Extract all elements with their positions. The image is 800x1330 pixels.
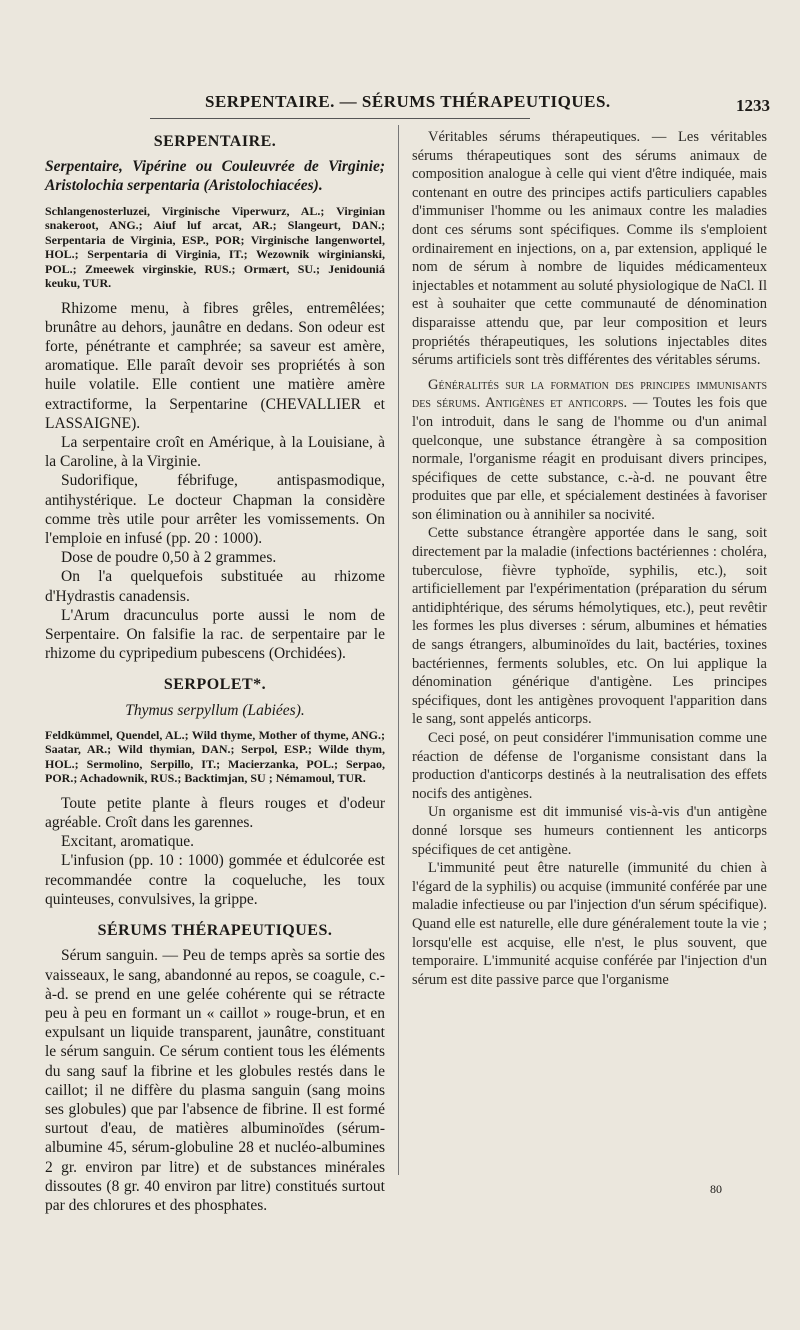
paragraph: L'infusion (pp. 10 : 1000) gommée et édulcorée est recommandée contre la coqueluche, les toux quinteuses, convulsives, la grippe.	[45, 852, 385, 908]
section-title-serums: SÉRUMS THÉRAPEUTIQUES.	[97, 922, 333, 940]
paragraph: Un organisme est dit immunisé vis-à-vis d'un antigène donné lorsque ses humeurs contiennent les anticorps spécifiques de cet antigène.	[412, 804, 767, 858]
serpolet-latin-name: Thymus serpyllum (Labiées).	[125, 701, 305, 719]
paragraph: L'immunité peut être naturelle (immunité du chien à l'égard de la syphilis) ou acquise (immunité conférée par une maladie infectieuse ou par l'injection d'un sérum spécifique). Quand elle est naturelle, elle dure généralement toute la vie ; lorsqu'elle est acquise, elle n'est, le plus souvent, que temporaire. L'immunité acquise conférée par l'injection d'un sérum est dite passive parce que l'organisme	[412, 860, 767, 988]
section-title-serpentaire: SERPENTAIRE.	[153, 133, 277, 150]
subheading: Généralités sur la formation des principes immunisants des sérums. Antigènes et anticorps.	[412, 376, 767, 412]
running-header: SERPENTAIRE. — SÉRUMS THÉRAPEUTIQUES.	[205, 92, 611, 111]
paragraph-text: — Toutes les fois que l'on introduit, dans le sang de l'homme ou d'un animal quelconque, une substance étrangère à sa composition normale, l'organisme réagit en produisant divers principes, spécifiques de cette substance, c.-à-d. ne pouvant être produites que par elle, et spécialement destinées à favoriser son élimination ou à annihiler sa nocivité.	[412, 395, 768, 523]
paragraph: Ceci posé, on peut considérer l'immunisation comme une réaction de défense de l'organisme consistant dans la production d'anticorps destinés à la neutralisation des effets nocifs des antigènes.	[412, 730, 767, 802]
paragraph: Excitant, aromatique.	[61, 833, 194, 851]
serpentaire-intro: Serpentaire, Vipérine ou Couleuvrée de Virginie; Aristolochia serpentaria (Aristolochiacées).	[45, 158, 385, 195]
serpentaire-synonyms: Schlangenosterluzei, Virginische Viperwurz, AL.; Virginian snakeroot, ANG.; Aiuf luf arcat, AR.; Slangeurt, DAN.; Serpentaria de Virginia, ESP., POR; Virginische langenwortel, HOL.; Serpentaria di Virginia, IT.; Wezownik wirginianski, POL.; Zmeewek virginskie, RUS.; Ormært, SU.; Jenidouniá keuku, TUR.	[45, 203, 385, 291]
left-column	[45, 128, 385, 1215]
header-rule	[150, 118, 530, 119]
paragraph: L'Arum dracunculus porte aussi le nom de Serpentaire. On falsifie la rac. de serpentaire par le rhizome du cypripedium pubescens (Orchidées).	[45, 606, 385, 663]
paragraph: Sérum sanguin. — Peu de temps après sa sortie des vaisseaux, le sang, abandonné au repos, se coagule, c.-à-d. se prend en une gelée cohérente qui se rétracte peu à peu en formant un « caillot » rouge-brun, et en expulsant un liquide transparent, jaunâtre, constituant le sérum sanguin. Ce sérum contient tous les éléments du sang sauf la fibrine et les globules restés dans le caillot; il ne diffère du plasma sanguin (sang moins ses globules) que par l'absence de fibrine. Il est formé surtout d'eau, de matières albuminoïdes (sérum-albumine 45, sérum-globuline 28 et nucléo-albumines 2 gr. environ par litre) et de substances minérales dissoutes (8 gr. 40 environ par litre) constitués surtout par des chlorures et des phosphates.	[45, 947, 385, 1214]
paragraph: Toute petite plante à fleurs rouges et d'odeur agréable. Croît dans les garennes.	[45, 794, 385, 832]
section-title-serpolet: SERPOLET*.	[163, 676, 267, 694]
paragraph: Rhizome menu, à fibres grêles, entremêlées; brunâtre au dehors, jaunâtre en dedans. Son odeur est forte, pénétrante et camphrée; sa saveur est amère, aromatique. Elle paraît devoir ses propriétés à son huile volatile. Elle contient une matière amère extractiforme, la Serpentarine (CHEVALLIER et LASSAIGNE).	[45, 299, 385, 432]
signature-mark: 80	[710, 1182, 722, 1196]
right-column	[412, 128, 767, 989]
paragraph: Sudorifique, fébrifuge, antispasmodique, antihystérique. Le docteur Chapman la considère comme très utile pour arrêter les vomissements. On l'emploie en infusé (pp. 20 : 1000).	[45, 472, 385, 548]
subheading-paragraph	[412, 376, 767, 525]
paragraph: On l'a quelquefois substituée au rhizome d'Hydrastis canadensis.	[45, 568, 385, 605]
page-number: 1233	[736, 96, 770, 115]
paragraph: Cette substance étrangère apportée dans le sang, soit directement par la maladie (infections bactériennes : choléra, tuberculose, fièvre typhoïde, syphilis, etc.), soit artificiellement par l'expérimentation (préparation du sérum antidiphtérique, des sérums hémolytiques, etc.), peut revêtir les formes les plus diverses : sérum, albumines et hématies de sangs étrangers, albuminoïdes du lait, bactéries, toxines bactériennes, ferments solubles, etc. On lui applique la dénomination générique d'antigène. Les principes spécifiques, dont les antigènes provoquent l'apparition dans le sang, sont appelés anticorps.	[412, 525, 767, 728]
paragraph: Dose de poudre 0,50 à 2 grammes.	[61, 549, 277, 567]
paragraph: Véritables sérums thérapeutiques. — Les véritables sérums thérapeutiques sont des sérums animaux de composition analogue à celle qui vient d'être indiquée, mais contenant en outre des principes actifs particuliers capables d'immuniser l'homme ou les animaux contre les maladies dont ces sérums sont spécifiques. Comme ils s'emploient ordinairement en injections, on a, par extension, appliqué le nom de sérum à nombre de liquides médicamenteux injectables et notamment au soluté physiologique de NaCl. Il est à souhaiter que cette communauté de dénomination disparaisse attendu que, par leur composition et leurs propriétés thérapeutiques, les solutions injectables dites sérums artificiels sont très différentes des véritables sérums.	[412, 129, 767, 369]
column-divider	[398, 125, 399, 1175]
paragraph: La serpentaire croît en Amérique, à la Louisiane, à la Caroline, à la Virginie.	[45, 434, 385, 471]
serpolet-synonyms: Feldkümmel, Quendel, AL.; Wild thyme, Mother of thyme, ANG.; Saatar, AR.; Wild thymian, DAN.; Serpol, ESP.; Wilde thym, HOL.; Sermolino, Serpillo, IT.; Macierzanka, POL.; Serpao, POR.; Achadownik, RUS.; Backtimjan, SU ; Némamoul, TUR.	[45, 727, 385, 786]
